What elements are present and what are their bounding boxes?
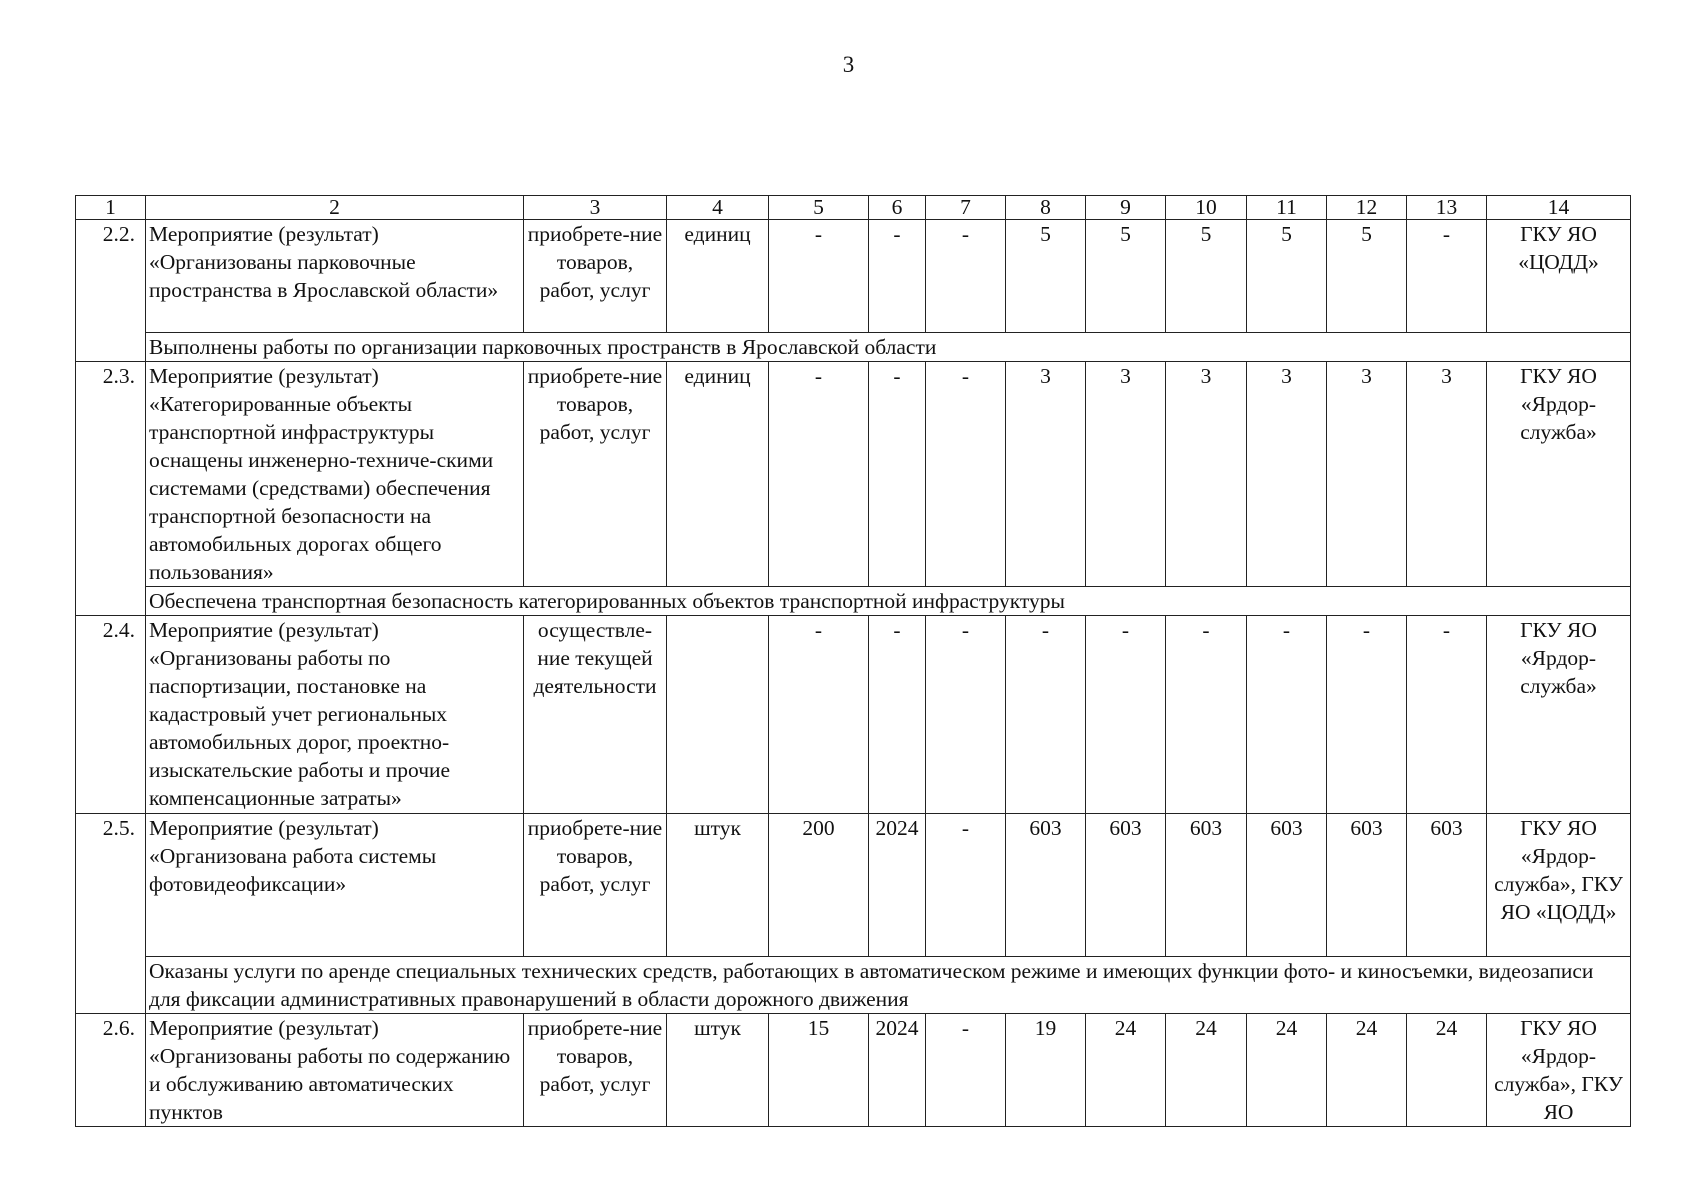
header-row [76, 196, 1631, 220]
value-cell: - [1166, 616, 1247, 814]
measure-type: осуществле-ние текущей деятельности [524, 616, 667, 814]
header-cell: 12 [1327, 196, 1407, 220]
measure-type: приобрете-ние товаров, работ, услуг [524, 220, 667, 333]
table-row [76, 814, 1631, 957]
header-cell: 1 [76, 196, 146, 220]
row-number: 2.2. [76, 220, 146, 333]
header-cell: 10 [1166, 196, 1247, 220]
value-cell: 24 [1327, 1014, 1407, 1127]
row-number: 2.6. [76, 1014, 146, 1127]
measure-name: Мероприятие (результат) «Организована работа системы фотовидеофиксации» [146, 814, 524, 957]
result-row [76, 957, 1631, 1014]
header-cell: 13 [1407, 196, 1487, 220]
value-cell: - [1327, 616, 1407, 814]
measure-name: Мероприятие (результат) «Организованы парковочные пространства в Ярославской области» [146, 220, 524, 333]
value-cell: - [1247, 616, 1327, 814]
unit: штук [667, 1014, 769, 1127]
value-cell: - [926, 814, 1006, 957]
value-cell: 200 [769, 814, 869, 957]
page-number: 3 [842, 52, 855, 77]
value-cell: 24 [1166, 1014, 1247, 1127]
header-cell: 2 [146, 196, 524, 220]
value-cell: 3 [1247, 362, 1327, 587]
value-cell: 24 [1086, 1014, 1166, 1127]
row-number: 2.5. [76, 814, 146, 957]
row-number-spacer [76, 587, 146, 616]
unit: единиц [667, 220, 769, 333]
value-cell: 5 [1086, 220, 1166, 333]
value-cell: - [1006, 616, 1086, 814]
value-cell: - [926, 220, 1006, 333]
value-cell: 3 [1166, 362, 1247, 587]
header-cell: 4 [667, 196, 769, 220]
value-cell: - [926, 616, 1006, 814]
value-cell: 603 [1086, 814, 1166, 957]
value-cell: - [926, 1014, 1006, 1127]
measure-type: приобрете-ние товаров, работ, услуг [524, 362, 667, 587]
measure-name: Мероприятие (результат) «Категорированные объекты транспортной инфраструктуры оснащены инженерно-техниче-скими системами (средствами) обеспечения транспортной безопасности на автомобильных дорогах общего пользования» [146, 362, 524, 587]
table-row [76, 362, 1631, 587]
value-cell: 603 [1006, 814, 1086, 957]
value-cell: 15 [769, 1014, 869, 1127]
table-row [76, 616, 1631, 814]
header-cell: 14 [1487, 196, 1631, 220]
table-row [76, 220, 1631, 333]
row-number-spacer [76, 333, 146, 362]
value-cell: - [926, 362, 1006, 587]
value-cell: 603 [1247, 814, 1327, 957]
value-cell: 24 [1407, 1014, 1487, 1127]
value-cell: 603 [1166, 814, 1247, 957]
measure-name: Мероприятие (результат) «Организованы работы по содержанию и обслуживанию автоматических пунктов [146, 1014, 524, 1127]
measure-type: приобрете-ние товаров, работ, услуг [524, 814, 667, 957]
header-cell: 7 [926, 196, 1006, 220]
result-row [76, 587, 1631, 616]
value-cell: 2024 [869, 814, 926, 957]
responsible: ГКУ ЯО «Ярдор-служба», ГКУ ЯО [1487, 1014, 1631, 1127]
header-cell: 3 [524, 196, 667, 220]
header-cell: 5 [769, 196, 869, 220]
value-cell: 24 [1247, 1014, 1327, 1127]
value-cell: - [769, 220, 869, 333]
result-text: Выполнены работы по организации парковочных пространств в Ярославской области [146, 333, 1631, 362]
row-number: 2.3. [76, 362, 146, 587]
row-number: 2.4. [76, 616, 146, 814]
value-cell: - [869, 616, 926, 814]
value-cell: 5 [1006, 220, 1086, 333]
table-row [76, 1014, 1631, 1127]
value-cell: 5 [1166, 220, 1247, 333]
value-cell: 3 [1407, 362, 1487, 587]
value-cell: - [769, 362, 869, 587]
value-cell: 5 [1247, 220, 1327, 333]
measure-name: Мероприятие (результат) «Организованы работы по паспортизации, постановке на кадастровый учет региональных автомобильных дорог, проектно-изыскательские работы и прочие компенсационные затраты» [146, 616, 524, 814]
unit [667, 616, 769, 814]
responsible: ГКУ ЯО «ЦОДД» [1487, 220, 1631, 333]
unit: единиц [667, 362, 769, 587]
value-cell: - [1086, 616, 1166, 814]
value-cell: 603 [1407, 814, 1487, 957]
measures-table [75, 195, 1631, 1127]
responsible: ГКУ ЯО «Ярдор-служба» [1487, 616, 1631, 814]
header-cell: 11 [1247, 196, 1327, 220]
header-cell: 9 [1086, 196, 1166, 220]
result-row [76, 333, 1631, 362]
value-cell: - [869, 220, 926, 333]
value-cell: - [1407, 220, 1487, 333]
row-number-spacer [76, 957, 146, 1014]
value-cell: - [1407, 616, 1487, 814]
responsible: ГКУ ЯО «Ярдор-служба», ГКУ ЯО «ЦОДД» [1487, 814, 1631, 957]
value-cell: 603 [1327, 814, 1407, 957]
header-cell: 6 [869, 196, 926, 220]
measure-type: приобрете-ние товаров, работ, услуг [524, 1014, 667, 1127]
result-text: Оказаны услуги по аренде специальных технических средств, работающих в автоматическом режиме и имеющих функции фото- и киносъемки, видеозаписи для фиксации административных правонарушений в области дорожного движения [146, 957, 1631, 1014]
result-text: Обеспечена транспортная безопасность категорированных объектов транспортной инфраструктуры [146, 587, 1631, 616]
value-cell: 19 [1006, 1014, 1086, 1127]
header-cell: 8 [1006, 196, 1086, 220]
value-cell: - [769, 616, 869, 814]
value-cell: 3 [1327, 362, 1407, 587]
value-cell: 2024 [869, 1014, 926, 1127]
unit: штук [667, 814, 769, 957]
value-cell: 5 [1327, 220, 1407, 333]
value-cell: 3 [1086, 362, 1166, 587]
value-cell: 3 [1006, 362, 1086, 587]
responsible: ГКУ ЯО «Ярдор-служба» [1487, 362, 1631, 587]
value-cell: - [869, 362, 926, 587]
